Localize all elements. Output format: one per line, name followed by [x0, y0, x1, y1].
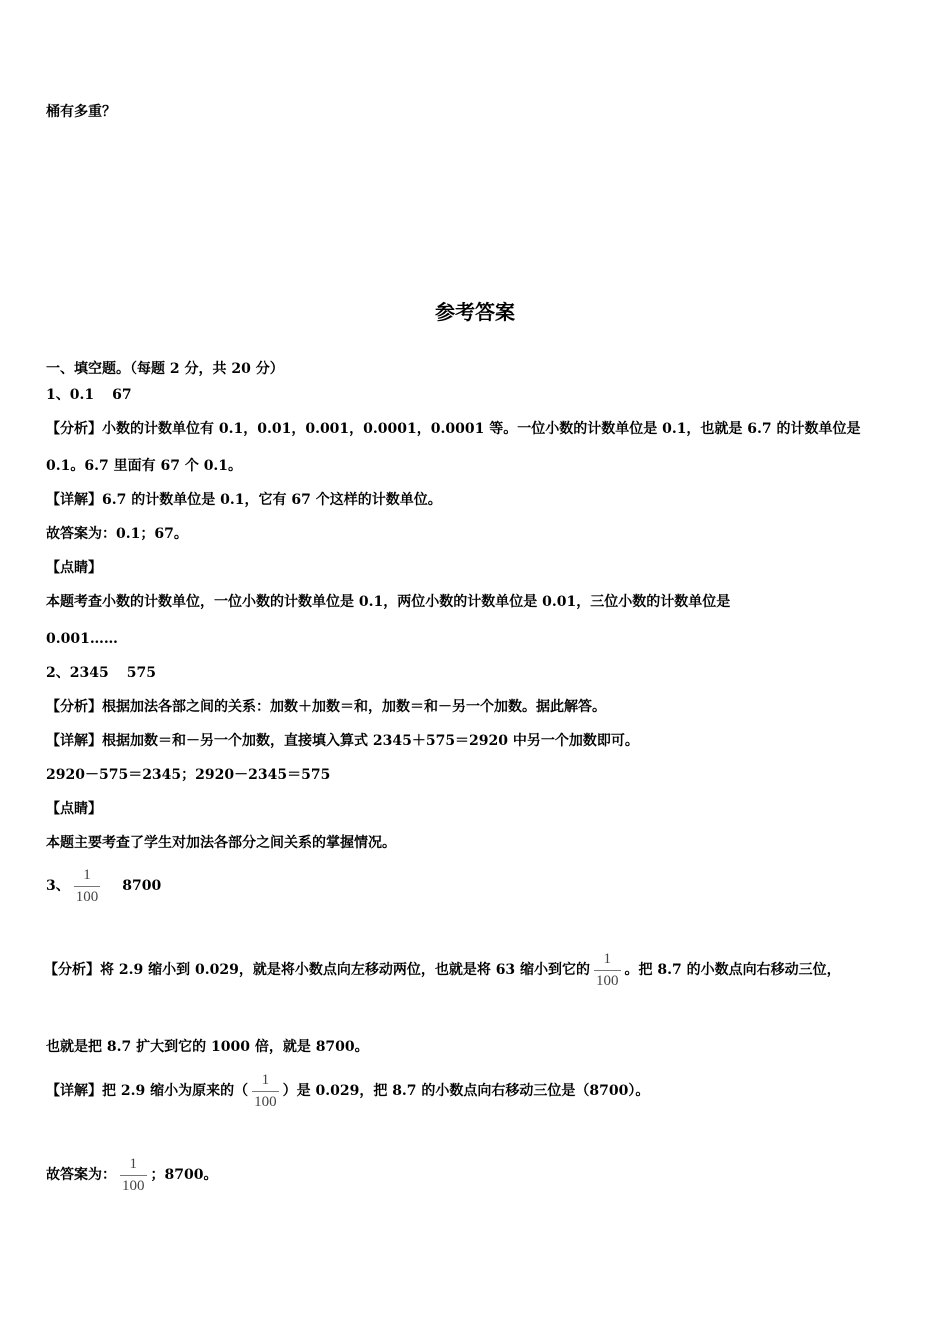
fraction-bar	[120, 1175, 147, 1176]
q2-number: 2、	[46, 665, 70, 681]
q2-ans-a: 2345	[69, 665, 109, 681]
q3-conclusion-post: ；8700。	[150, 1167, 218, 1183]
q3-number: 3、	[46, 878, 70, 894]
q3-answer	[46, 866, 161, 906]
q3-detail	[46, 1071, 649, 1111]
q2-analysis: 【分析】根据加法各部之间的关系：加数＋加数＝和，加数＝和－另一个加数。据此解答。	[46, 699, 606, 715]
q1-analysis-1: 【分析】小数的计数单位有 0.1，0.01，0.001，0.0001，0.0001 等。一位小数的计数单位是 0.1，也就是 6.7 的计数单位是	[46, 421, 861, 437]
q1-point-1: 本题考查小数的计数单位，一位小数的计数单位是 0.1，两位小数的计数单位是 0.01，三位小数的计数单位是	[46, 594, 731, 610]
fraction-bar	[74, 886, 101, 887]
q1-answer	[46, 386, 132, 404]
q3-detail-post: ）是 0.029，把 8.7 的小数点向右移动三位是（8700）。	[282, 1083, 650, 1099]
fraction-numerator: 1	[603, 950, 612, 967]
section-heading: 一、填空题。（每题 2 分，共 20 分）	[46, 361, 284, 377]
fraction-numerator: 1	[261, 1071, 270, 1088]
q2-point-label: 【点睛】	[46, 801, 102, 817]
q3-analysis-fraction	[594, 951, 621, 990]
fraction-bar	[252, 1091, 279, 1092]
q3-conclusion-pre: 故答案为：	[46, 1167, 116, 1183]
fraction-denominator: 100	[122, 1177, 145, 1194]
q1-analysis-2: 0.1。6.7 里面有 67 个 0.1。	[46, 458, 243, 474]
q2-equations: 2920－575＝2345；2920－2345＝575	[46, 767, 331, 783]
fraction-denominator: 100	[254, 1093, 277, 1110]
fraction-numerator: 1	[83, 866, 91, 883]
fraction-denominator: 100	[596, 972, 619, 989]
fraction-numerator: 1	[129, 1155, 137, 1172]
answers-title: 参考答案	[435, 300, 515, 324]
q3-analysis-pre: 【分析】将 2.9 缩小到 0.029，就是将小数点向左移动两位，也就是将 63 缩小到它的	[44, 962, 591, 978]
q3-analysis-2: 也就是把 8.7 扩大到它的 1000 倍，就是 8700。	[46, 1039, 369, 1055]
q1-conclusion: 故答案为：0.1；67。	[46, 526, 188, 542]
q2-answer	[46, 664, 156, 682]
q3-analysis-1	[44, 950, 841, 990]
q3-detail-pre: 【详解】把 2.9 缩小为原来的（	[46, 1083, 249, 1099]
q1-detail: 【详解】6.7 的计数单位是 0.1，它有 67 个这样的计数单位。	[46, 492, 442, 508]
q3-analysis-post: 。把 8.7 的小数点向右移动三位，	[624, 962, 841, 978]
q2-point: 本题主要考查了学生对加法各部分之间关系的掌握情况。	[46, 835, 396, 851]
q1-point-2: 0.001……	[46, 631, 118, 647]
q3-ans-b: 8700	[122, 878, 162, 894]
q1-ans-b: 67	[112, 387, 132, 403]
q3-detail-fraction	[252, 1072, 279, 1111]
q3-conclusion-fraction	[120, 1156, 147, 1195]
q1-point-label: 【点睛】	[46, 560, 102, 576]
fraction-bar	[594, 970, 621, 971]
q1-number: 1、	[46, 387, 70, 403]
fraction-denominator: 100	[75, 888, 99, 905]
q1-ans-a: 0.1	[69, 387, 95, 403]
q3-fraction	[74, 867, 101, 906]
question-tail: 桶有多重？	[46, 104, 116, 120]
q2-ans-b: 575	[126, 665, 156, 681]
q2-detail: 【详解】根据加数＝和－另一个加数，直接填入算式 2345＋575＝2920 中另一个加数即可。	[46, 733, 639, 749]
q3-conclusion	[46, 1155, 217, 1195]
